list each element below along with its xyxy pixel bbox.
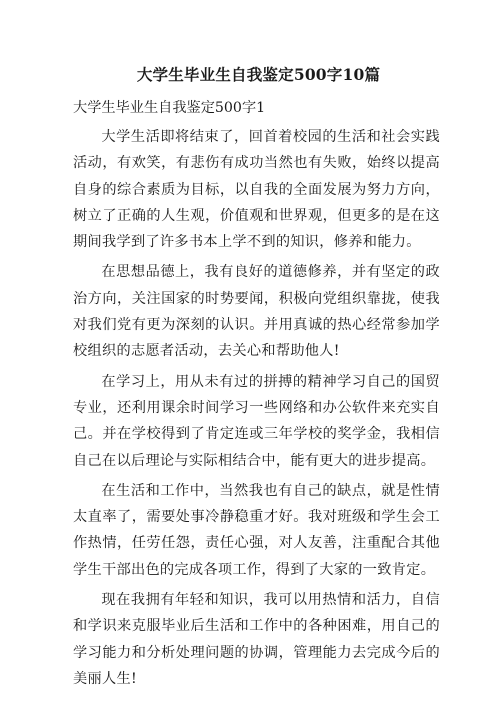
paragraph-future: 现在我拥有年轻和知识，我可以用热情和活力，自信和学识来克服毕业后生活和工作中的各种困难，用自己的学习能力和分析处理问题的协调，管理能力去完成今后的美丽人生!	[73, 592, 440, 687]
paragraph-ideology: 在思想品德上，我有良好的道德修养，并有坚定的政治方向，关注国家的时势要闻，积极向党组织靠拢，使我对我们党有更为深刻的认识。并用真诚的热心经常参加学校组织的志愿者活动，去关心和帮助他人!	[73, 264, 440, 360]
paragraph-intro: 大学生活即将结束了，回首着校园的生活和社会实践活动，有欢笑，有悲伤有成功当然也有失败，始终以提高自身的综合素质为目标，以自我的全面发展为努力方向，树立了正确的人生观，价值观和世界观，但更多的是在这期间我学到了许多书本上学不到的知识，修养和能力。	[73, 129, 440, 251]
paragraph-life-work: 在生活和工作中，当然我也有自己的缺点，就是性情太直率了，需要处事冷静稳重才好。我对班级和学生会工作热情，任劳任怨，责任心强，对人友善，注重配合其他学生干部出色的完成各项工作，得到了大家的一致肯定。	[73, 482, 440, 578]
document-body	[73, 124, 440, 692]
document-title: 大学生毕业生自我鉴定500字10篇	[136, 65, 381, 84]
paragraph-study: 在学习上，用从未有过的拼搏的精神学习自己的国贸专业，还利用课余时间学习一些网络和办公软件来充实自己。并在学校得到了肯定连或三年学校的奖学金，我相信自己在以后理论与实际相结合中，能有更大的进步提高。	[73, 373, 440, 469]
section-heading: 大学生毕业生自我鉴定500字1	[73, 100, 266, 116]
